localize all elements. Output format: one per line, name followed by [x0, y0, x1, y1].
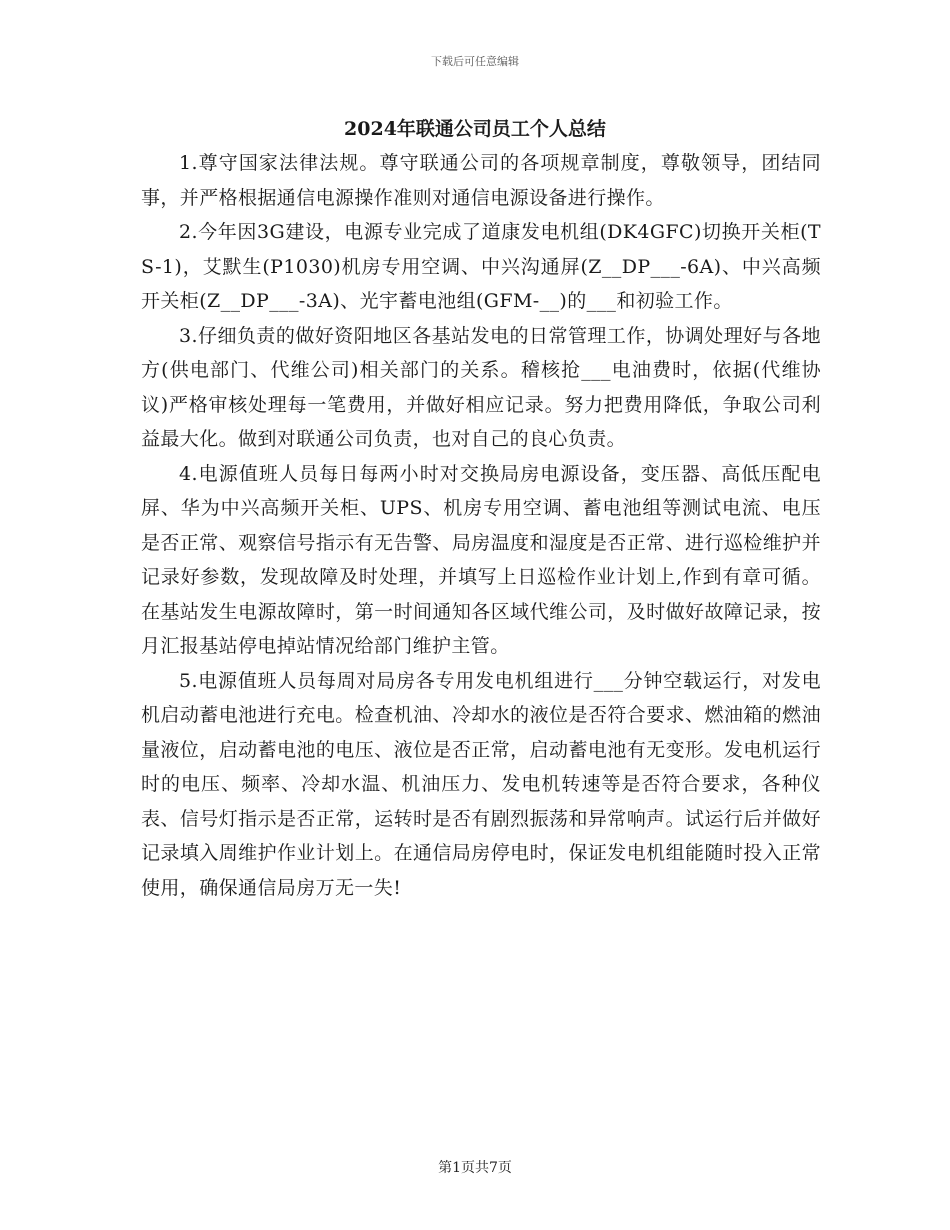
page-header-note: 下载后可任意编辑 [431, 55, 519, 68]
paragraph-2: 2.今年因3G建设，电源专业完成了道康发电机组(DK4GFC)切换开关柜(TS-1)，艾默生(P1030)机房专用空调、中兴沟通屏(Z__DP___-6A)、中兴高频开关柜(Z__DP___-3A)、光宇蓄电池组(GFM-__)的___和初验工作。 [141, 221, 821, 312]
page-number: 第1页共7页 [438, 1160, 512, 1176]
paragraph-3: 3.仔细负责的做好资阳地区各基站发电的日常管理工作，协调处理好与各地方(供电部门、代维公司)相关部门的关系。稽核抢___电油费时，依据(代维协议)严格审核处理每一笔费用，并做好相应记录。努力把费用降低，争取公司利益最大化。做到对联通公司负责，也对自己的良心负责。 [141, 324, 821, 450]
document-title: 2024年联通公司员工个人总结 [344, 118, 606, 140]
paragraph-1: 1.尊守国家法律法规。尊守联通公司的各项规章制度，尊敬领导，团结同事，并严格根据通信电源操作准则对通信电源设备进行操作。 [141, 152, 821, 209]
paragraph-5: 5.电源值班人员每周对局房各专用发电机组进行___分钟空载运行，对发电机启动蓄电池进行充电。检查机油、冷却水的液位是否符合要求、燃油箱的燃油量液位，启动蓄电池的电压、液位是否正常，启动蓄电池有无变形。发电机运行时的电压、频率、冷却水温、机油压力、发电机转速等是否符合要求，各种仪表、信号灯指示是否正常，运转时是否有剧烈振荡和异常响声。试运行后并做好记录填入周维护作业计划上。在通信局房停电时，保证发电机组能随时投入正常使用，确保通信局房万无一失! [141, 669, 821, 899]
document-body [141, 146, 821, 905]
paragraph-4: 4.电源值班人员每日每两小时对交换局房电源设备，变压器、高低压配电屏、华为中兴高频开关柜、UPS、机房专用空调、蓄电池组等测试电流、电压是否正常、观察信号指示有无告警、局房温度和湿度是否正常、进行巡检维护并记录好参数，发现故障及时处理，并填写上日巡检作业计划上,作到有章可循。在基站发生电源故障时，第一时间通知各区域代维公司，及时做好故障记录，按月汇报基站停电掉站情况给部门维护主管。 [141, 462, 821, 657]
